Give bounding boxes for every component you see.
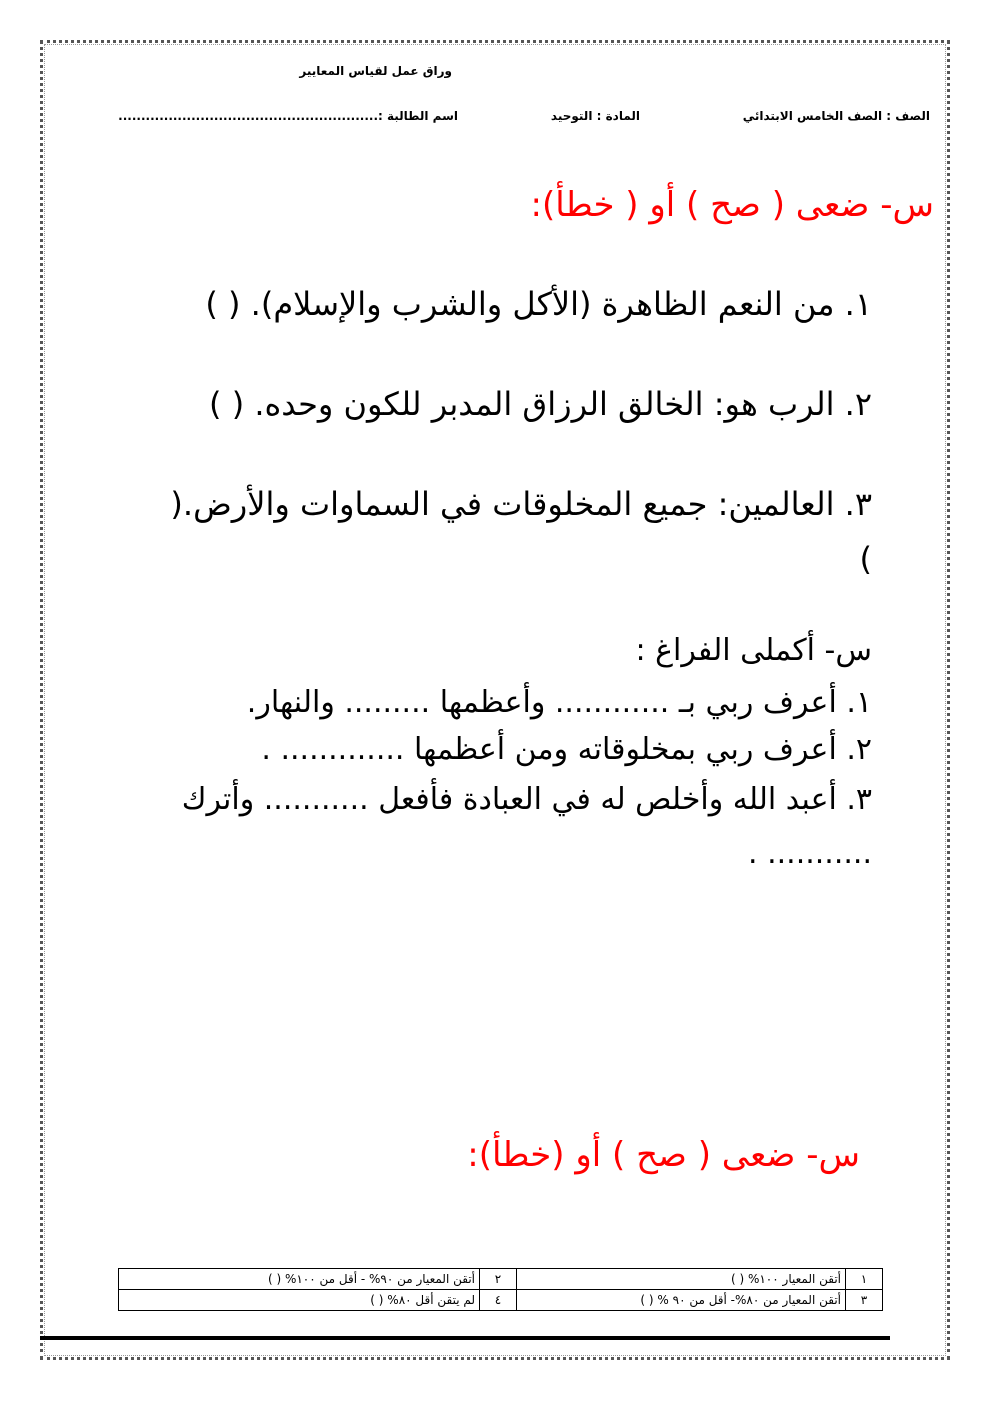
table-row xyxy=(119,1269,883,1290)
section3-title: س- ضعى ( صح ) أو (خطأ): xyxy=(467,1135,860,1175)
student-name-field[interactable]: اسم الطالبة :......................................................... xyxy=(118,109,458,123)
rubric-cell: أتقن المعيار ١٠٠% ( ) xyxy=(517,1269,846,1290)
section2-item-3-cont: ........... . xyxy=(748,836,872,871)
section2-item-3: ٣. أعبد الله وأخلص له في العبادة فأفعل ........... وأترك xyxy=(181,782,872,817)
grade-label: الصف : الصف الخامس الابتدائي xyxy=(742,109,930,123)
section2-item-2: ٢. أعرف ربي بمخلوقاته ومن أعظمها ............. . xyxy=(261,732,872,767)
section2-item-1: ١. أعرف ربي بـ ............ وأعظمها ......... والنهار. xyxy=(246,685,872,720)
rubric-cell: أتقن المعيار من ٩٠% - أقل من ١٠٠% ( ) xyxy=(119,1269,480,1290)
bottom-rule xyxy=(40,1336,890,1340)
rubric-cell: لم يتقن أقل ٨٠% ( ) xyxy=(119,1290,480,1311)
table-row xyxy=(119,1290,883,1311)
subject-label: المادة : التوحيد xyxy=(550,109,640,123)
rubric-table xyxy=(118,1268,883,1311)
rubric-cell: أتقن المعيار من ٨٠%- أقل من ٩٠ % ( ) xyxy=(517,1290,846,1311)
worksheet-title: وراق عمل لقياس المعايير xyxy=(299,64,452,78)
rubric-num: ١ xyxy=(846,1269,883,1290)
rubric-num: ٤ xyxy=(480,1290,517,1311)
rubric-num: ٢ xyxy=(480,1269,517,1290)
section1-item-1: ١. من النعم الظاهرة (الأكل والشرب والإسلام). ( ) xyxy=(205,285,872,323)
section1-item-3: ٣. العالمين: جميع المخلوقات في السماوات والأرض.( xyxy=(170,485,872,523)
rubric-num: ٣ xyxy=(846,1290,883,1311)
section1-item-2: ٢. الرب هو: الخالق الرزاق المدبر للكون وحده. ( ) xyxy=(209,385,872,423)
section1-item-3-cont: ) xyxy=(859,540,872,578)
section2-title: س- أكملى الفراغ : xyxy=(635,633,872,668)
section1-title: س- ضعى ( صح ) أو ( خطأ): xyxy=(530,185,934,225)
